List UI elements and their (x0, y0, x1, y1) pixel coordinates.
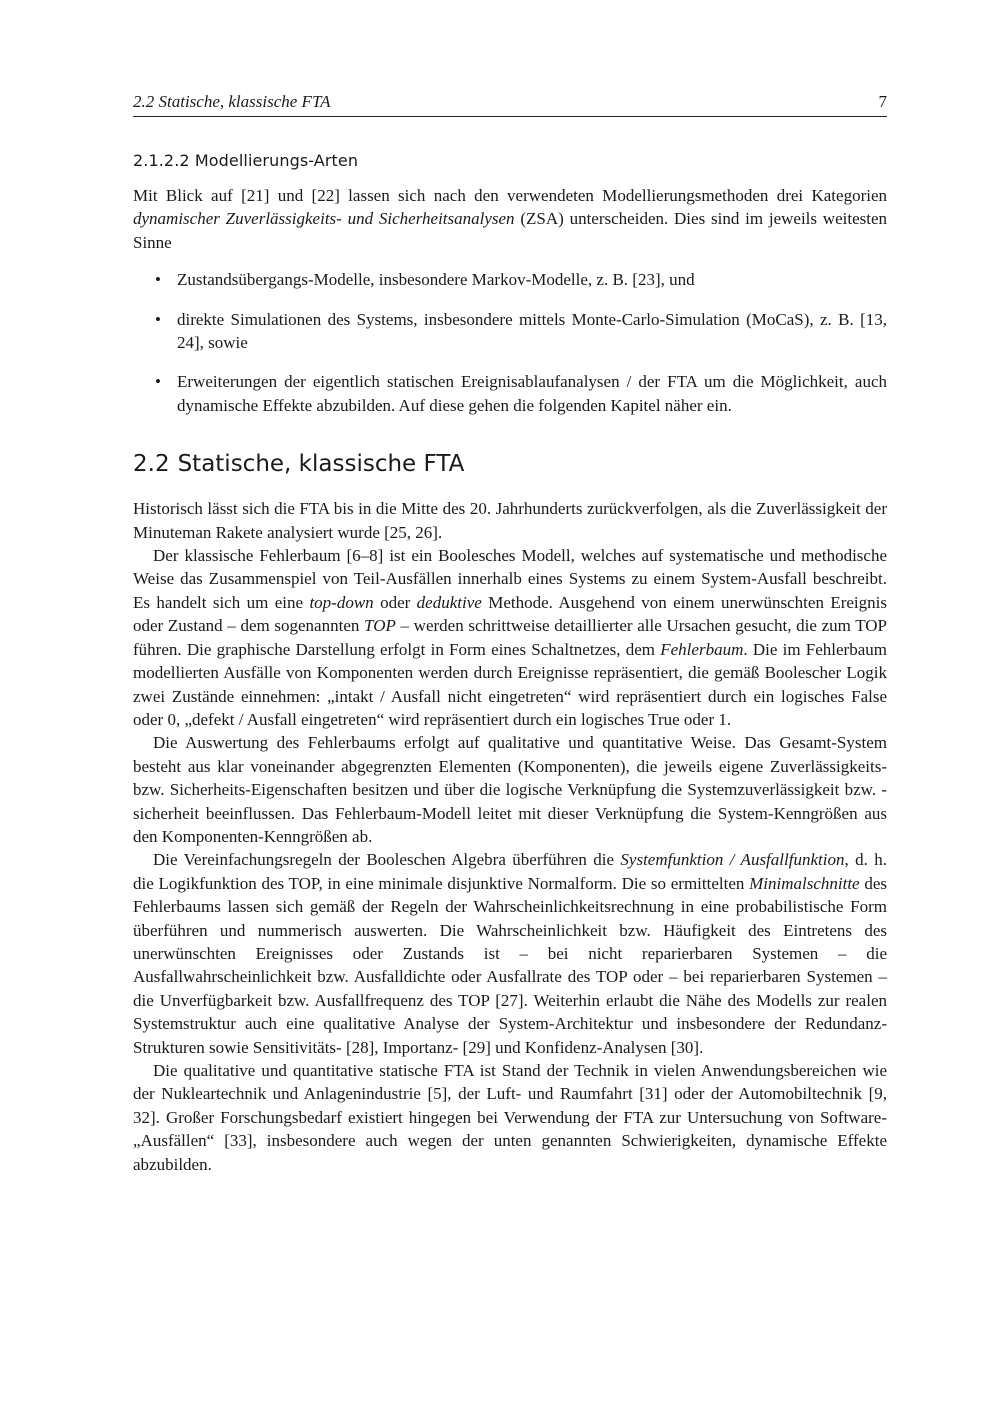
paragraph-evaluation: Die Auswertung des Fehlerbaums erfolgt auf qualitative und quantitative Weise. Das Gesamt-System besteht aus klar voneinander abgegrenzten Elementen (Komponenten), die jeweils eigene Zuverlässigkeits- bzw. Sicherheits-Eigenschaften besitzen und über die logische Verknüpfung die Systemzuverlässigkeit bzw. -sicherheit beeinflussen. Das Fehlerbaum-Modell leitet mit dieser Verknüpfung die System-Kenngrößen aus den Komponenten-Kenngrößen ab. (133, 733, 887, 846)
section-heading (133, 451, 887, 477)
emphasis-run: Fehlerbaum (660, 639, 744, 659)
section-title: Statische, klassische FTA (177, 451, 465, 478)
paragraph-boolean-algebra (133, 848, 887, 1059)
list-item (133, 308, 887, 355)
text-run: Der klassische Fehlerbaum [6–8] ist ein Boolesches Modell, welches auf systematische und methodische Weise das Zusammenspiel von Teil-Ausfällen innerhalb eines Systems zu einem System-Ausfall beschreibt. Es handelt sich um eine (133, 546, 887, 612)
emphasis-run: deduktive (416, 592, 482, 612)
bullet-icon: • (155, 372, 161, 392)
emphasis-run: Systemfunktion / Ausfallfunktion (620, 850, 845, 870)
list-item-text: Erweiterungen der eigentlich statischen Ereignisablaufanalysen / der FTA um die Möglichkeit, auch dynamische Effekte abzubilden. Auf diese gehen die folgenden Kapitel näher ein. (177, 372, 887, 415)
page-number: 7 (878, 92, 887, 111)
paragraph-fault-tree (133, 544, 887, 731)
bullet-list (133, 268, 887, 417)
text-run: des Fehlerbaums lassen sich gemäß der Regeln der Wahrscheinlichkeitsrechnung in eine probabilistische Form überführen und nummerisch auswerten. Die Wahrscheinlichkeit bzw. Häufigkeit des Eintretens des unerwünschten Ereignisses oder Zustands ist – bei nicht reparierbaren Systemen – die Ausfallwahrscheinlichkeit bzw. Ausfalldichte oder Ausfallrate des TOP oder – bei reparierbaren Systemen – die Unverfügbarkeit bzw. Ausfallfrequenz des TOP [27]. Weiterhin erlaubt die Nähe des Modells zur realen Systemstruktur auch eine qualitative Analyse der System-Architektur und insbesondere der Redundanz-Strukturen sowie Sensitivitäts- [28], Importanz- [29] und Konfidenz-Analysen [30]. (133, 873, 887, 1057)
section-number: 2.2 (133, 451, 170, 478)
paragraph-intro (133, 184, 887, 254)
text-run: – werden schrittweise detaillierter alle Ursachen gesucht, die zum TOP führen. Die graphische Darstellung erfolgt in Form eines Schaltnetzes, dem (133, 616, 888, 659)
list-item (133, 370, 887, 417)
text-run: . Die im Fehlerbaum modellierten Ausfälle von Komponenten werden durch Ereignisse repräsentiert, die gemäß Boolescher Logik zwei Zustände einnehmen: „intakt / Ausfall nicht eingetreten“ wird repräsentiert durch ein logisches False oder 0, „defekt / Ausfall eingetreten“ wird repräsentiert durch ein logisches True oder 1. (133, 639, 887, 729)
text-run: oder (373, 592, 417, 612)
list-item-text: direkte Simulationen des Systems, insbesondere mittels Monte-Carlo-Simulation (MoCaS), z. B. [13, 24], sowie (177, 309, 887, 353)
text-run: Mit Blick auf [21] und [22] lassen sich nach den verwendeten Modellierungsmethoden drei Kategorien (133, 186, 887, 205)
running-header (133, 92, 887, 117)
paragraph-history: Historisch lässt sich die FTA bis in die Mitte des 20. Jahrhunderts zurückverfolgen, als die Zuverlässigkeit der Minuteman Rakete analysiert wurde [25, 26]. (133, 499, 887, 542)
emphasis-run: dynamischer Zuverlässigkeits- und Sicherheitsanalysen (133, 209, 515, 229)
subsubsection-heading: 2.1.2.2 Modellierungs-Arten (133, 151, 359, 170)
list-item-text: Zustandsübergangs-Modelle, insbesondere Markov-Modelle, z. B. [23], und (177, 270, 695, 290)
bullet-icon: • (155, 309, 161, 329)
page (133, 92, 887, 1176)
text-run: Methode. Ausgehend von einem unerwünschten Ereignis oder Zustand – dem sogenannten (133, 592, 887, 636)
emphasis-run: Minimalschnitte (749, 873, 860, 893)
paragraph-state-of-the-art: Die qualitative und quantitative statische FTA ist Stand der Technik in vielen Anwendungsbereichen wie der Nukleartechnik und Anlagenindustrie [5], der Luft- und Raumfahrt [31] oder der Automobiltechnik [9, 32]. Großer Forschungsbedarf existiert hingegen bei Verwendung der FTA zur Untersuchung von Software-„Ausfällen“ [33], insbesondere auch wegen der unten genannten Schwierigkeiten, dynamische Effekte abzubilden. (133, 1061, 887, 1174)
running-title: 2.2 Statische, klassische FTA (133, 92, 331, 111)
text-run: Die Vereinfachungsregeln der Booleschen Algebra überführen die (153, 850, 621, 870)
emphasis-run: top-down (309, 592, 374, 612)
text-run: , d. h. die Logikfunktion des TOP, in eine minimale disjunktive Normalform. Die so ermittelten (133, 850, 887, 893)
text-run: (ZSA) unterscheiden. Dies sind im jeweils weitesten Sinne (133, 209, 887, 252)
list-item (133, 268, 887, 291)
emphasis-run: TOP (364, 616, 396, 636)
bullet-icon: • (155, 270, 161, 290)
